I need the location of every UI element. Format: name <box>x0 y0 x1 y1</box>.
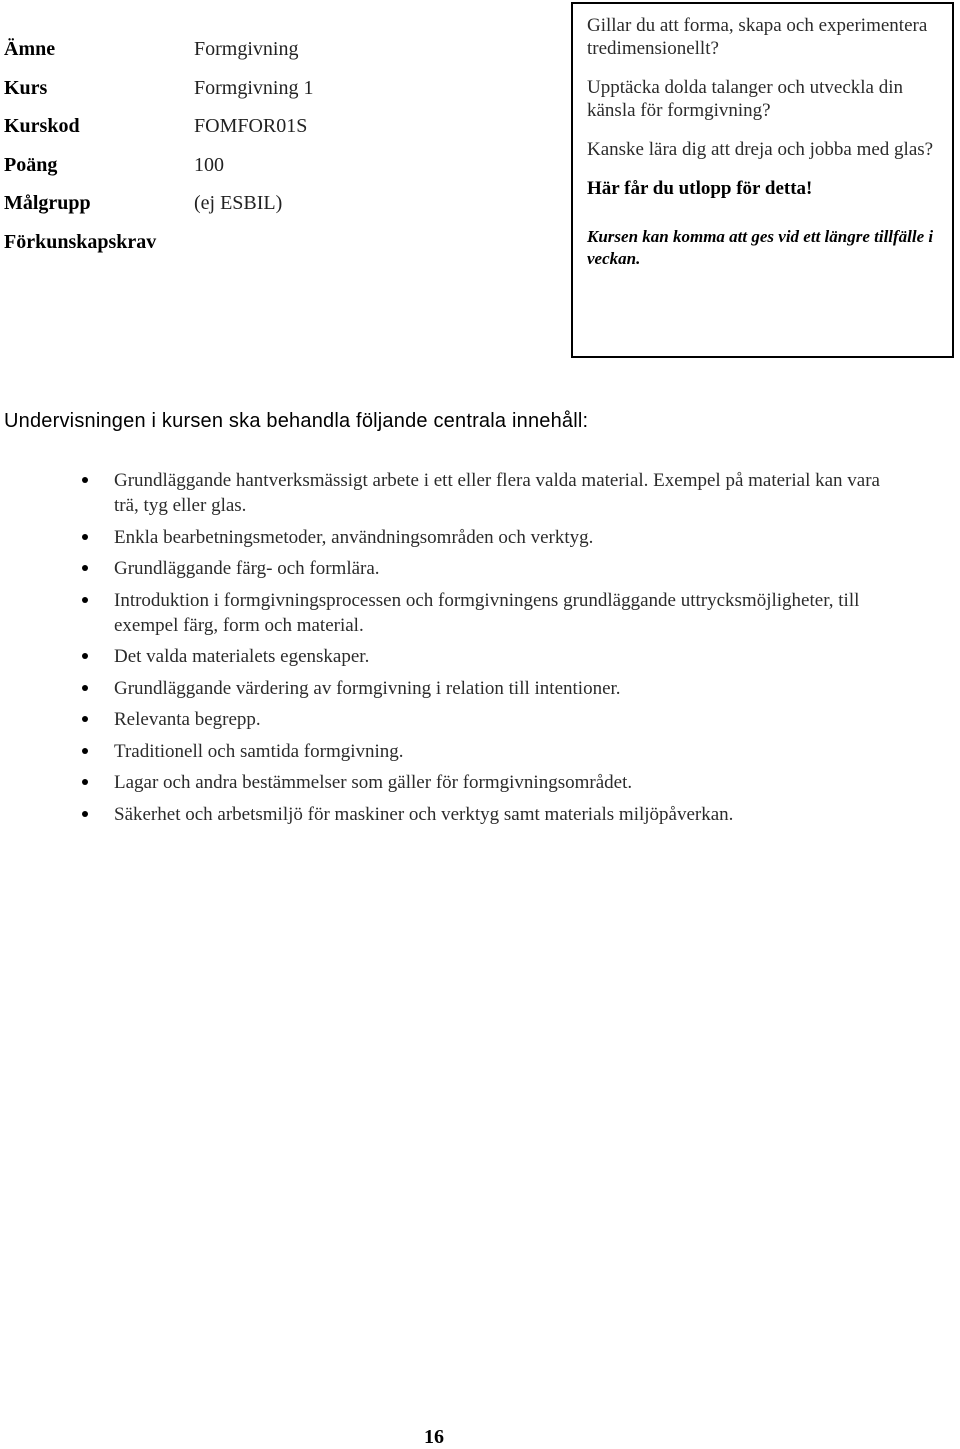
list-item <box>0 802 900 827</box>
info-row-target-group <box>4 192 564 231</box>
subject-value: Formgivning <box>194 38 299 60</box>
list-item <box>0 525 900 550</box>
list-item-text: Relevanta begrepp. <box>114 709 261 730</box>
subject-label: Ämne <box>4 38 56 60</box>
central-content-list <box>0 468 900 833</box>
list-item-text: Säkerhet och arbetsmiljö för maskiner och verktyg samt materials miljöpåverkan. <box>114 803 734 825</box>
promo-note: Kursen kan komma att ges vid ett längre tillfälle i veckan. <box>587 227 934 268</box>
list-item <box>0 556 900 581</box>
promo-question-talent: Upptäcka dolda talanger och utveckla din känsla för formgivning? <box>587 77 904 121</box>
promo-question-glass: Kanske lära dig att dreja och jobba med glas? <box>587 139 934 160</box>
list-item-text: Grundläggande färg- och formlära. <box>114 558 380 579</box>
bullet-icon <box>82 811 88 817</box>
course-info-table <box>4 38 564 270</box>
info-row-subject <box>4 38 564 77</box>
promo-question-shape: Gillar du att forma, skapa och experimentera tredimensionellt? <box>587 15 928 59</box>
list-item-text: Lagar och andra bestämmelser som gäller för formgivningsområdet. <box>114 772 633 793</box>
promo-emphasis: Här får du utlopp för detta! <box>587 178 813 199</box>
promo-box <box>571 2 954 358</box>
bullet-icon <box>82 534 88 540</box>
bullet-icon <box>82 477 88 483</box>
bullet-icon <box>82 685 88 691</box>
course-code-value: FOMFOR01S <box>194 115 308 138</box>
bullet-icon <box>82 748 88 754</box>
info-row-course <box>4 77 564 116</box>
info-row-prerequisites <box>4 231 564 270</box>
list-item-text: Traditionell och samtida formgivning. <box>114 740 404 762</box>
points-label: Poäng <box>4 153 58 176</box>
list-item <box>0 588 900 638</box>
points-value: 100 <box>194 153 224 176</box>
bullet-icon <box>82 779 88 785</box>
page-number: 16 <box>424 1426 444 1448</box>
list-item <box>0 707 900 732</box>
list-item <box>0 739 900 764</box>
bullet-icon <box>82 565 88 571</box>
course-code-label: Kurskod <box>4 115 80 138</box>
info-row-course-code <box>4 115 564 154</box>
target-group-label: Målgrupp <box>4 192 91 215</box>
course-label: Kurs <box>4 76 48 99</box>
list-item-text: Grundläggande hantverksmässigt arbete i ett eller flera valda material. Exempel på material kan vara trä, tyg eller glas. <box>114 470 880 516</box>
list-item <box>0 676 900 701</box>
target-group-value: (ej ESBIL) <box>194 192 283 215</box>
central-content-heading: Undervisningen i kursen ska behandla följande centrala innehåll: <box>4 410 589 432</box>
info-row-points <box>4 154 564 193</box>
list-item <box>0 468 900 518</box>
course-value: Formgivning 1 <box>194 76 314 99</box>
bullet-icon <box>82 597 88 603</box>
list-item-text: Det valda materialets egenskaper. <box>114 646 370 667</box>
list-item-text: Introduktion i formgivningsprocessen och formgivningens grundläggande uttrycksmöjligheter, till exempel färg, form och material. <box>114 589 860 636</box>
list-item <box>0 644 900 669</box>
bullet-icon <box>82 716 88 722</box>
list-item-text: Grundläggande värdering av formgivning i relation till intentioner. <box>114 677 621 699</box>
list-item-text: Enkla bearbetningsmetoder, användningsområden och verktyg. <box>114 526 594 548</box>
prerequisites-label: Förkunskapskrav <box>4 230 157 253</box>
list-item <box>0 770 900 795</box>
bullet-icon <box>82 653 88 659</box>
